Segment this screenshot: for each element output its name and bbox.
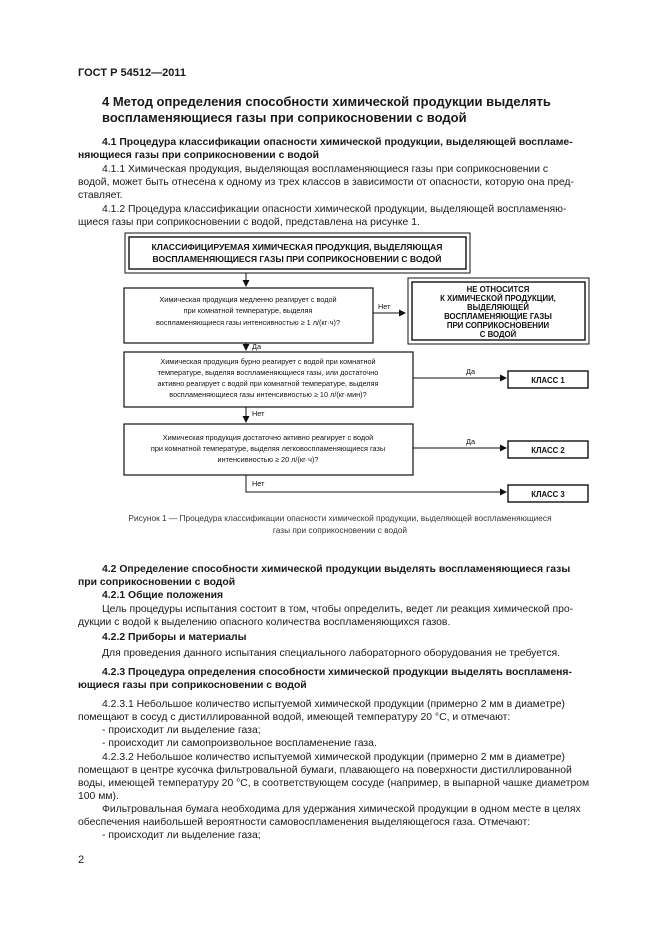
no-label: Нет bbox=[252, 479, 265, 488]
text-line: помещают в сосуд с дистиллированной водой, имеющей температуру 20 °С, и отмечают: bbox=[78, 712, 511, 723]
heading-4-2-3 bbox=[78, 666, 612, 692]
caption-line: газы при соприкосновении с водой bbox=[272, 525, 408, 535]
not-box-line: К ХИМИЧЕСКОЙ ПРОДУКЦИИ, bbox=[440, 294, 556, 303]
paragraph-4-2-1 bbox=[78, 603, 612, 629]
text-line: 4.2.3.1 Небольшое количество испытуемой химической продукции (примерно 2 мм в диаметре) bbox=[102, 699, 566, 710]
text-line: 100 мм). bbox=[78, 791, 119, 802]
class-1-label: КЛАСС 1 bbox=[531, 376, 565, 385]
section-4-title-line: 4 Метод определения способности химической продукции выделять bbox=[102, 94, 551, 109]
heading-4-2-2: 4.2.2 Приборы и материалы bbox=[102, 632, 247, 643]
document-header: ГОСТ Р 54512—2011 bbox=[78, 67, 186, 79]
text-line: 4.1.2 Процедура классификации опасности химической продукции, выделяющей воспламеняю- bbox=[102, 204, 567, 215]
text-line: щиеся газы при соприкосновении с водой, представлена на рисунке 1. bbox=[78, 217, 420, 228]
list-item: - происходит ли выделение газа; bbox=[102, 725, 261, 736]
text-line: дукции с водой к выделению опасного количества воспламеняющихся газов. bbox=[78, 617, 451, 628]
yes-label: Да bbox=[466, 367, 475, 376]
top-box-line: КЛАССИФИЦИРУЕМАЯ ХИМИЧЕСКАЯ ПРОДУКЦИЯ, ВЫДЕЛЯЮЩАЯ bbox=[151, 242, 443, 252]
top-box-outer bbox=[125, 233, 470, 273]
q2-line: активно реагирует с водой при комнатной температуре, выделяя bbox=[157, 379, 379, 388]
page-number: 2 bbox=[78, 854, 85, 866]
paragraph-4-2-2: Для проведения данного испытания специального лабораторного оборудования не требуется. bbox=[102, 648, 561, 659]
heading-line: 4.2 Определение способности химической продукции выделять воспламеняющиеся газы bbox=[102, 564, 571, 575]
paragraph-4-2-3-2 bbox=[78, 751, 612, 803]
text-line: Фильтровальная бумага необходима для удержания химической продукции в одном месте в целях bbox=[102, 804, 581, 815]
not-box-line: НЕ ОТНОСИТСЯ bbox=[466, 285, 530, 294]
class-2-label: КЛАСС 2 bbox=[531, 446, 565, 455]
heading-line: 4.2.3 Процедура определения способности химической продукции выделять воспламеня- bbox=[102, 667, 572, 678]
heading-line: няющиеся газы при соприкосновении с водой bbox=[78, 150, 320, 161]
not-box-line: ВОСПЛАМЕНЯЮЩИЕ ГАЗЫ bbox=[444, 312, 552, 321]
text-line: 4.2.3.2 Небольшое количество испытуемой химической продукции (примерно 2 мм в диаметре) bbox=[102, 752, 566, 763]
text-line: Цель процедуры испытания состоит в том, чтобы определить, ведет ли реакция химической про- bbox=[102, 604, 574, 615]
text-line: помещают в центре кусочка фильтровальной бумаги, плавающего на поверхности дистиллированной bbox=[78, 765, 572, 776]
q1-line: воспламеняющиеся газы интенсивностью ≥ 1 л/(кг·ч)? bbox=[156, 318, 340, 327]
top-box-line: ВОСПЛАМЕНЯЮЩИЕСЯ ГАЗЫ ПРИ СОПРИКОСНОВЕНИИ С ВОДОЙ bbox=[152, 254, 442, 264]
list-item: - происходит ли самопроизвольное воспламенение газа. bbox=[102, 738, 377, 749]
paragraph-4-2-3-1 bbox=[78, 698, 612, 724]
yes-label: Да bbox=[466, 437, 475, 446]
list-item: - происходит ли выделение газа; bbox=[102, 830, 261, 841]
no-label: Нет bbox=[252, 409, 265, 418]
not-box-line: ПРИ СОПРИКОСНОВЕНИИ bbox=[446, 321, 550, 330]
figure-caption bbox=[80, 512, 600, 536]
heading-4-2 bbox=[78, 563, 612, 589]
arrow-q3-no bbox=[246, 475, 506, 492]
q2-line: Химическая продукция бурно реагирует с водой при комнатной bbox=[160, 357, 376, 366]
heading-line: при соприкосновении с водой bbox=[78, 577, 236, 588]
q2-line: воспламеняющиеся газы интенсивностью ≥ 10 л/(кг·мин)? bbox=[169, 390, 367, 399]
not-box-line: ВЫДЕЛЯЮЩЕЙ bbox=[467, 303, 529, 312]
q2-line: температуре, выделяя воспламеняющиеся газы, или достаточно bbox=[157, 368, 379, 377]
text-line: водой, может быть отнесена к одному из трех классов в зависимости от опасности, которую она пред- bbox=[78, 177, 574, 188]
q1-line: Химическая продукция медленно реагирует с водой bbox=[159, 295, 337, 304]
no-label: Нет bbox=[378, 302, 391, 311]
caption-line: Рисунок 1 — Процедура классификации опасности химической продукции, выделяющей воспламеняющиеся bbox=[128, 513, 552, 523]
text-line: воды, имеющей температуру 20 °С, в соответствующем сосуде (например, в выпарной чашке диаметром bbox=[78, 778, 590, 789]
q1-line: при комнатной температуре, выделяя bbox=[183, 306, 313, 315]
section-4-title-line: воспламеняющиеся газы при соприкосновении с водой bbox=[102, 110, 467, 125]
heading-4-2-1: 4.2.1 Общие положения bbox=[102, 590, 224, 601]
text-line: обеспечения наибольшей вероятности самовоспламенения выделяющегося газа. Отмечают: bbox=[78, 817, 531, 828]
text-line: ставляет. bbox=[78, 190, 123, 201]
q3-line: интенсивностью ≥ 20 л/(кг·ч)? bbox=[217, 455, 319, 464]
q3-line: при комнатной температуре, выделяя легковоспламеняющиеся газы bbox=[150, 444, 386, 453]
not-box-line: С ВОДОЙ bbox=[479, 330, 517, 339]
yes-label: Да bbox=[252, 342, 261, 351]
text-line: 4.1.1 Химическая продукция, выделяющая воспламеняющиеся газы при соприкосновении с bbox=[102, 164, 549, 175]
q3-line: Химическая продукция достаточно активно реагирует с водой bbox=[162, 433, 374, 442]
paragraph-filter-paper bbox=[78, 803, 612, 829]
heading-line: ющиеся газы при соприкосновении с водой bbox=[78, 680, 307, 691]
class-3-label: КЛАСС 3 bbox=[531, 490, 565, 499]
heading-line: 4.1 Процедура классификации опасности химической продукции, выделяющей воспламе- bbox=[102, 137, 573, 148]
